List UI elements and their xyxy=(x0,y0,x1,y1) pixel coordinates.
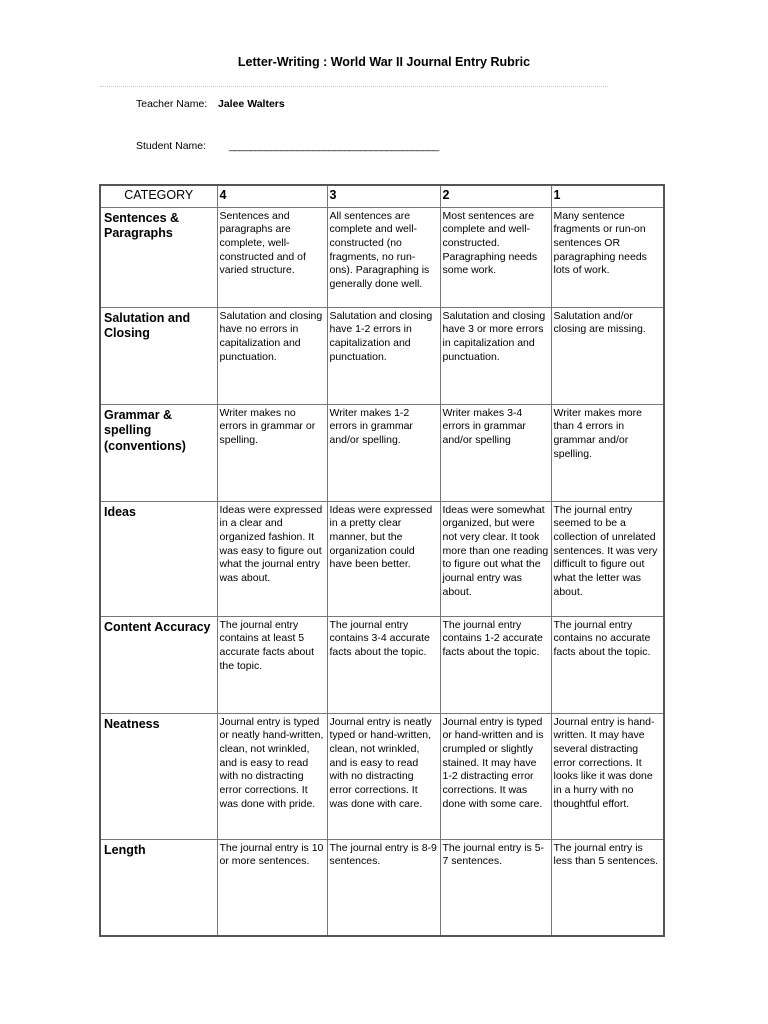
criteria-cell-3: Salutation and closing have 1-2 errors in capitalization and punctuation. xyxy=(327,307,440,404)
criteria-cell-3: Journal entry is neatly typed or hand-written, clean, not wrinkled, and is easy to read with no distracting error corrections. It was done with care. xyxy=(327,713,440,839)
student-name-row xyxy=(136,140,439,152)
header-level-1: 1 xyxy=(551,185,664,207)
category-cell: Content Accuracy xyxy=(100,616,217,713)
header-level-4: 4 xyxy=(217,185,327,207)
criteria-cell-1: Writer makes more than 4 errors in grammar and/or spelling. xyxy=(551,404,664,501)
document-title: Letter-Writing : World War II Journal Entry Rubric xyxy=(237,55,531,69)
student-name-label: Student Name: xyxy=(136,140,207,152)
student-name-blank: ________________________________________ xyxy=(229,140,439,152)
rubric-row-grammar xyxy=(100,404,664,501)
criteria-cell-1: Many sentence fragments or run-on sentences OR paragraphing needs lots of work. xyxy=(551,207,664,307)
rubric-row-neatness xyxy=(100,713,664,839)
criteria-cell-1: The journal entry contains no accurate facts about the topic. xyxy=(551,616,664,713)
category-cell: Length xyxy=(100,839,217,936)
criteria-cell-3: The journal entry is 8-9 sentences. xyxy=(327,839,440,936)
criteria-cell-4: Salutation and closing have no errors in capitalization and punctuation. xyxy=(217,307,327,404)
rubric-table xyxy=(99,184,665,937)
criteria-cell-1: The journal entry seemed to be a collection of unrelated sentences. It was very difficult to figure out what the letter was about. xyxy=(551,501,664,616)
criteria-cell-2: Journal entry is typed or hand-written and is crumpled or slightly stained. It may have 1-2 distracting error corrections. It was done with some care. xyxy=(440,713,551,839)
rubric-row-length xyxy=(100,839,664,936)
criteria-cell-3: Writer makes 1-2 errors in grammar and/or spelling. xyxy=(327,404,440,501)
criteria-cell-1: Salutation and/or closing are missing. xyxy=(551,307,664,404)
category-cell: Ideas xyxy=(100,501,217,616)
rubric-row-sentences xyxy=(100,207,664,307)
criteria-cell-4: The journal entry is 10 or more sentences. xyxy=(217,839,327,936)
criteria-cell-2: Ideas were somewhat organized, but were not very clear. It took more than one reading to figure out what the journal entry was about. xyxy=(440,501,551,616)
criteria-cell-3: Ideas were expressed in a pretty clear manner, but the organization could have been better. xyxy=(327,501,440,616)
criteria-cell-2: The journal entry is 5-7 sentences. xyxy=(440,839,551,936)
category-cell: Salutation and Closing xyxy=(100,307,217,404)
rubric-row-salutation xyxy=(100,307,664,404)
criteria-cell-4: Ideas were expressed in a clear and organized fashion. It was easy to figure out what the journal entry was about. xyxy=(217,501,327,616)
criteria-cell-4: Sentences and paragraphs are complete, well-constructed and of varied structure. xyxy=(217,207,327,307)
criteria-cell-1: Journal entry is hand-written. It may have several distracting error corrections. It looks like it was done in a hurry with no thoughtful effort. xyxy=(551,713,664,839)
criteria-cell-4: The journal entry contains at least 5 accurate facts about the topic. xyxy=(217,616,327,713)
rubric-row-content-accuracy xyxy=(100,616,664,713)
rubric-header-row xyxy=(100,185,664,207)
category-cell: Neatness xyxy=(100,713,217,839)
category-cell: Sentences & Paragraphs xyxy=(100,207,217,307)
criteria-cell-3: The journal entry contains 3-4 accurate facts about the topic. xyxy=(327,616,440,713)
header-level-2: 2 xyxy=(440,185,551,207)
criteria-cell-2: The journal entry contains 1-2 accurate facts about the topic. xyxy=(440,616,551,713)
teacher-name-value: Jalee Walters xyxy=(218,98,285,110)
criteria-cell-2: Most sentences are complete and well-constructed. Paragraphing needs some work. xyxy=(440,207,551,307)
header-category: CATEGORY xyxy=(100,185,217,207)
criteria-cell-2: Salutation and closing have 3 or more errors in capitalization and punctuation. xyxy=(440,307,551,404)
title-divider xyxy=(100,86,608,87)
criteria-cell-4: Journal entry is typed or neatly hand-written, clean, not wrinkled, and is easy to read with no distracting error corrections. It was done with pride. xyxy=(217,713,327,839)
criteria-cell-2: Writer makes 3-4 errors in grammar and/or spelling xyxy=(440,404,551,501)
teacher-name-row xyxy=(136,98,285,110)
criteria-cell-3: All sentences are complete and well-constructed (no fragments, no run-ons). Paragraphing is generally done well. xyxy=(327,207,440,307)
rubric-row-ideas xyxy=(100,501,664,616)
teacher-name-label: Teacher Name: xyxy=(136,98,208,110)
header-level-3: 3 xyxy=(327,185,440,207)
criteria-cell-1: The journal entry is less than 5 sentences. xyxy=(551,839,664,936)
category-cell: Grammar & spelling (conventions) xyxy=(100,404,217,501)
criteria-cell-4: Writer makes no errors in grammar or spelling. xyxy=(217,404,327,501)
